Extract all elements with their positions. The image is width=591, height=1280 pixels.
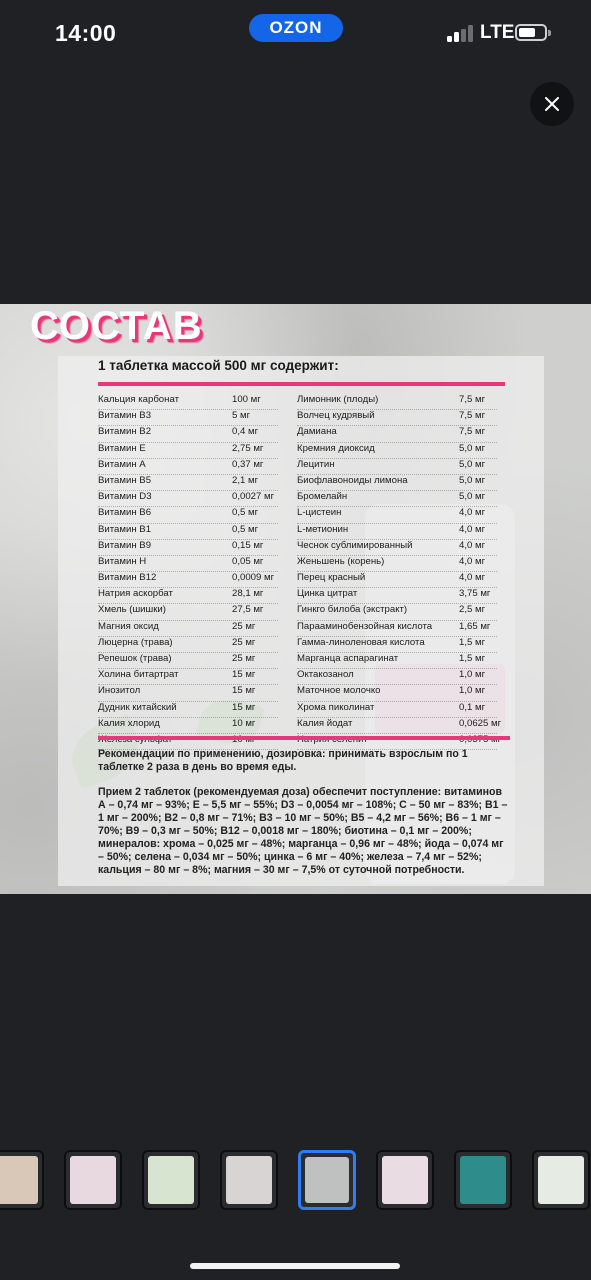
ingredient-amount: 4,0 мг (459, 523, 486, 535)
ingredient-name: Витамин В12 (98, 572, 157, 584)
divider (98, 736, 510, 740)
ingredient-name: Кремния диоксид (297, 442, 375, 454)
ingredient-row (297, 524, 497, 540)
ingredient-amount: 3,75 мг (459, 588, 491, 600)
ingredient-row (98, 702, 278, 718)
ingredient-row (98, 637, 278, 653)
ingredient-row (297, 491, 497, 507)
ingredient-amount: 5,0 мг (459, 491, 486, 503)
ingredients-left-column (98, 394, 278, 750)
ingredient-name: Хмель (шишки) (98, 604, 166, 616)
thumbnail-strip[interactable] (0, 1150, 591, 1216)
ingredient-row (297, 507, 497, 523)
ingredient-name: Парааминобензойная кислота (297, 620, 433, 632)
ingredient-row (98, 459, 278, 475)
ingredient-name: Витамин В3 (98, 410, 152, 422)
ingredient-row (297, 653, 497, 669)
ingredient-name: Витамин В2 (98, 426, 152, 438)
ingredient-name: Биофлавоноиды лимона (297, 474, 408, 486)
ingredient-amount: 100 мг (232, 394, 261, 405)
ingredient-row (98, 718, 278, 734)
ingredient-amount: 0,4 мг (232, 426, 259, 438)
ingredient-amount: 1,5 мг (459, 653, 486, 664)
ingredient-row (98, 394, 278, 410)
ingredient-amount: 5,0 мг (459, 442, 486, 454)
ingredient-name: Витамин D3 (98, 491, 152, 503)
ingredient-amount: 0,15 мг (232, 539, 264, 551)
ingredient-row (297, 459, 497, 475)
ingredient-name: Женьшень (корень) (297, 555, 385, 567)
ingredient-row (98, 685, 278, 701)
ingredient-name: Перец красный (297, 572, 366, 584)
ingredient-amount: 25 мг (232, 620, 256, 632)
ingredient-row (98, 653, 278, 669)
ingredient-name: Витамин Е (98, 442, 146, 454)
divider (98, 382, 505, 386)
ingredient-row (98, 491, 278, 507)
product-image[interactable] (0, 304, 591, 894)
ingredient-row (297, 669, 497, 685)
ingredient-name: L-цистеин (297, 507, 342, 519)
ingredient-row (297, 443, 497, 459)
ingredient-amount: 0,37 мг (232, 458, 264, 470)
ingredient-name: Цинка цитрат (297, 588, 358, 600)
ingredient-name: Марганца аспарагинат (297, 653, 399, 664)
battery-icon (515, 24, 547, 41)
ingredient-row (297, 572, 497, 588)
ingredient-amount: 0,05 мг (232, 555, 264, 567)
dosage-recommendation: Рекомендации по применению, дозировка: принимать взрослым по 1 таблетке 2 раза в день во время еды. (98, 748, 468, 773)
ingredient-name: Калия хлорид (98, 717, 160, 729)
ingredient-name: Калия йодат (297, 717, 353, 729)
ingredient-amount: 2,1 мг (232, 474, 259, 486)
ingredient-row (297, 556, 497, 572)
tablet-intro: 1 таблетка массой 500 мг содержит: (98, 358, 339, 373)
ingredient-amount: 15 мг (232, 669, 256, 681)
ingredient-name: Витамин В1 (98, 523, 152, 535)
ingredient-row (98, 621, 278, 637)
ingredient-row (98, 410, 278, 426)
ingredient-amount: 7,5 мг (459, 394, 486, 405)
ingredient-row (297, 475, 497, 491)
ingredient-row (98, 588, 278, 604)
ingredient-name: Витамин В9 (98, 539, 152, 551)
ingredient-name: Витамин Н (98, 555, 147, 567)
ingredient-name: Магния оксид (98, 620, 159, 632)
ingredient-amount: 0,1 мг (459, 701, 486, 713)
ingredient-name: Маточное молочко (297, 685, 381, 697)
ingredient-amount: 1,5 мг (459, 636, 486, 648)
ingredient-amount: 4,0 мг (459, 555, 486, 567)
ingredient-amount: 15 мг (232, 685, 256, 697)
ingredient-amount: 4,0 мг (459, 507, 486, 519)
ingredient-name: Кальция карбонат (98, 394, 179, 405)
daily-intake-info: Прием 2 таблеток (рекомендуемая доза) обеспечит поступление: витаминов А – 0,74 мг – 93%; Е – 5,5 мг – 55%; D3 – 0,0054 мг – 108%; С – 50 мг – 83%; В1 – 1 мг – 200%; В2 – 0,8 мг – 71%; В3 – 10 мг – 50%; В5 – 4,2 мг – 56%; В6 – 1 мг – 70%; В9 – 0,3 мг – 50%; В12 – 0,0018 мг – 180%; биотина – 0,1 мг – 200%; минералов: хрома – 0,025 мг – 48%; марганца – 0,96 мг – 48%; йода – 0,074 мг – 50%; селена – 0,034 мг – 50%; цинка – 6 мг – 40%; железа – 7,4 мг – 52%; кальция – 80 мг – 8%; магния – 30 мг – 7,5% от суточной потребности. (98, 786, 508, 876)
ingredient-name: Витамин В6 (98, 507, 152, 519)
ingredient-amount: 27,5 мг (232, 604, 264, 616)
ingredient-name: Хрома пиколинат (297, 701, 375, 713)
ingredient-row (297, 540, 497, 556)
ingredient-name: Люцерна (трава) (98, 636, 173, 648)
ingredient-amount: 1,0 мг (459, 685, 486, 697)
ingredient-row (98, 426, 278, 442)
ingredient-row (297, 604, 497, 620)
ingredient-row (297, 410, 497, 426)
ingredient-name: Бромелайн (297, 491, 348, 503)
ingredient-amount: 0,0009 мг (232, 572, 275, 584)
ingredient-amount: 28,1 мг (232, 588, 264, 600)
ingredient-amount: 1,65 мг (459, 620, 491, 632)
ingredient-name: L-метионин (297, 523, 349, 535)
ingredient-amount: 0,5 мг (232, 523, 259, 535)
ingredient-name: Витамин В5 (98, 474, 152, 486)
ingredient-name: Дудник китайский (98, 701, 177, 713)
ingredient-row (297, 426, 497, 442)
status-time: 14:00 (55, 20, 117, 46)
ingredient-name: Дамиана (297, 426, 337, 438)
composition-heading: СОСТАВ (30, 304, 203, 348)
ingredient-row (297, 637, 497, 653)
gallery-thumbnail[interactable] (0, 1150, 44, 1210)
ingredient-amount: 5,0 мг (459, 458, 486, 470)
ingredient-amount: 25 мг (232, 653, 256, 664)
gallery-thumbnail[interactable] (64, 1150, 122, 1210)
ozon-logo[interactable]: OZON (249, 14, 343, 42)
ingredient-name: Натрия аскорбат (98, 588, 173, 600)
ingredient-amount: 0,5 мг (232, 507, 259, 519)
status-bar (0, 0, 591, 66)
ingredient-row (297, 702, 497, 718)
ingredient-amount: 5 мг (232, 410, 251, 422)
cellular-signal-icon (447, 25, 475, 42)
ingredient-name: Репешок (трава) (98, 653, 172, 664)
ingredients-right-column (297, 394, 502, 750)
ingredient-row (297, 685, 497, 701)
network-type: LTE (480, 22, 515, 43)
ingredient-name: Холина битартрат (98, 669, 179, 681)
ingredient-row (297, 588, 497, 604)
ingredient-amount: 15 мг (232, 701, 256, 713)
gallery-thumbnail[interactable] (220, 1150, 278, 1210)
ingredient-name: Лецитин (297, 458, 335, 470)
ingredient-amount: 2,75 мг (232, 442, 264, 454)
ingredient-amount: 4,0 мг (459, 572, 486, 584)
ingredient-row (98, 556, 278, 572)
ingredient-name: Волчец кудрявый (297, 410, 375, 422)
ingredient-amount: 1,0 мг (459, 669, 486, 681)
ingredient-row (98, 540, 278, 556)
gallery-thumbnail[interactable] (298, 1150, 356, 1210)
ingredient-row (98, 604, 278, 620)
ingredient-amount: 10 мг (232, 717, 256, 729)
ingredient-amount: 5,0 мг (459, 474, 486, 486)
ingredient-amount: 4,0 мг (459, 539, 486, 551)
ingredient-row (98, 443, 278, 459)
ingredient-name: Чеснок сублимированный (297, 539, 413, 551)
ingredient-name: Гамма-линоленовая кислота (297, 636, 425, 648)
ingredient-row (98, 572, 278, 588)
ingredient-name: Инозитол (98, 685, 141, 697)
ingredient-amount: 0,0027 мг (232, 491, 275, 503)
ingredient-row (98, 524, 278, 540)
ingredient-name: Октакозанол (297, 669, 354, 681)
home-indicator[interactable] (190, 1263, 400, 1269)
ingredient-amount: 7,5 мг (459, 426, 486, 438)
ingredient-amount: 7,5 мг (459, 410, 486, 422)
gallery-thumbnail[interactable] (454, 1150, 512, 1210)
ingredient-name: Лимонник (плоды) (297, 394, 379, 405)
gallery-thumbnail[interactable] (142, 1150, 200, 1210)
gallery-thumbnail[interactable] (376, 1150, 434, 1210)
ingredient-row (98, 507, 278, 523)
close-icon (545, 97, 559, 111)
ingredient-name: Витамин А (98, 458, 146, 470)
ingredient-row (98, 475, 278, 491)
ingredient-amount: 25 мг (232, 636, 256, 648)
ingredient-row (297, 394, 497, 410)
ingredient-row (297, 621, 497, 637)
ingredient-name: Гинкго билоба (экстракт) (297, 604, 408, 616)
close-button[interactable] (530, 82, 574, 126)
ingredient-row (98, 669, 278, 685)
ingredient-amount: 0,0625 мг (459, 717, 502, 729)
gallery-thumbnail[interactable] (532, 1150, 590, 1210)
ingredient-row (297, 717, 502, 734)
ingredient-amount: 2,5 мг (459, 604, 486, 616)
